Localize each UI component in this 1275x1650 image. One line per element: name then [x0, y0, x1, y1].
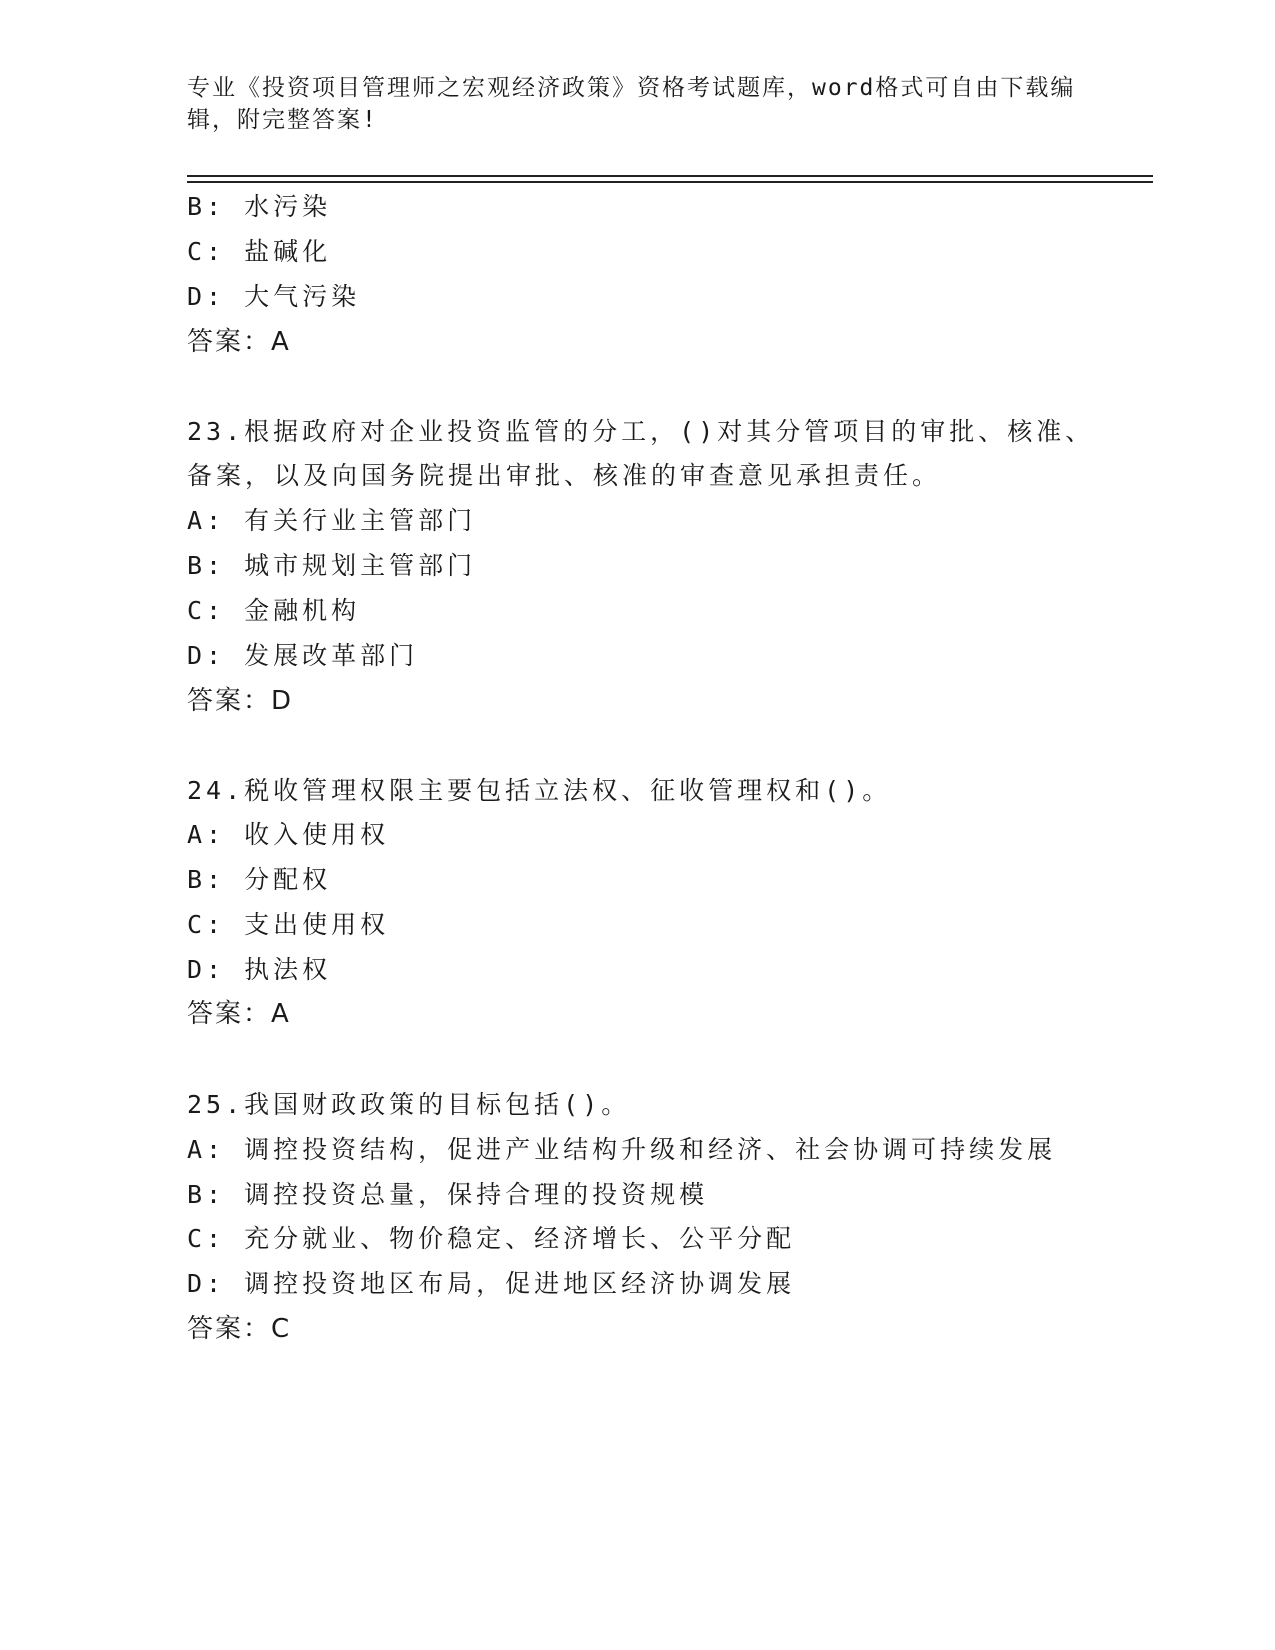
option-d: D: 执法权 — [187, 955, 332, 984]
answer-line: 答案：A — [187, 327, 291, 357]
question-stem: 24.税收管理权限主要包括立法权、征收管理权和()。 — [187, 776, 892, 805]
header-rule-top — [187, 175, 1153, 177]
question-stem: 25.我国财政政策的目标包括()。 — [187, 1090, 631, 1119]
intro-line-2: 辑，附完整答案! — [187, 107, 378, 133]
header-rule-bottom — [187, 181, 1153, 183]
option-b: B: 城市规划主管部门 — [187, 551, 477, 580]
option-b: B: 分配权 — [187, 865, 332, 894]
option-d: D: 大气污染 — [187, 282, 361, 311]
question-stem-continued: 备案，以及向国务院提出审批、核准的审查意见承担责任。 — [187, 461, 942, 490]
intro-text — [187, 72, 1087, 136]
option-d: D: 发展改革部门 — [187, 641, 419, 670]
option-a: A: 收入使用权 — [187, 820, 390, 849]
option-c: C: 盐碱化 — [187, 237, 332, 266]
answer-line: 答案：D — [187, 686, 294, 716]
question-stem: 23.根据政府对企业投资监管的分工，()对其分管项目的审批、核准、 — [187, 417, 1095, 446]
answer-line: 答案：A — [187, 999, 291, 1029]
answer-line: 答案：C — [187, 1314, 292, 1344]
option-c: C: 金融机构 — [187, 596, 361, 625]
option-b: B: 水污染 — [187, 192, 332, 221]
option-c: C: 充分就业、物价稳定、经济增长、公平分配 — [187, 1224, 796, 1253]
option-d: D: 调控投资地区布局，促进地区经济协调发展 — [187, 1269, 796, 1298]
option-b: B: 调控投资总量，保持合理的投资规模 — [187, 1180, 709, 1209]
option-a: A: 有关行业主管部门 — [187, 506, 477, 535]
intro-line-1: 专业《投资项目管理师之宏观经济政策》资格考试题库，word格式可自由下载编 — [187, 75, 1076, 101]
option-c: C: 支出使用权 — [187, 910, 390, 939]
option-a: A: 调控投资结构，促进产业结构升级和经济、社会协调可持续发展 — [187, 1135, 1057, 1164]
